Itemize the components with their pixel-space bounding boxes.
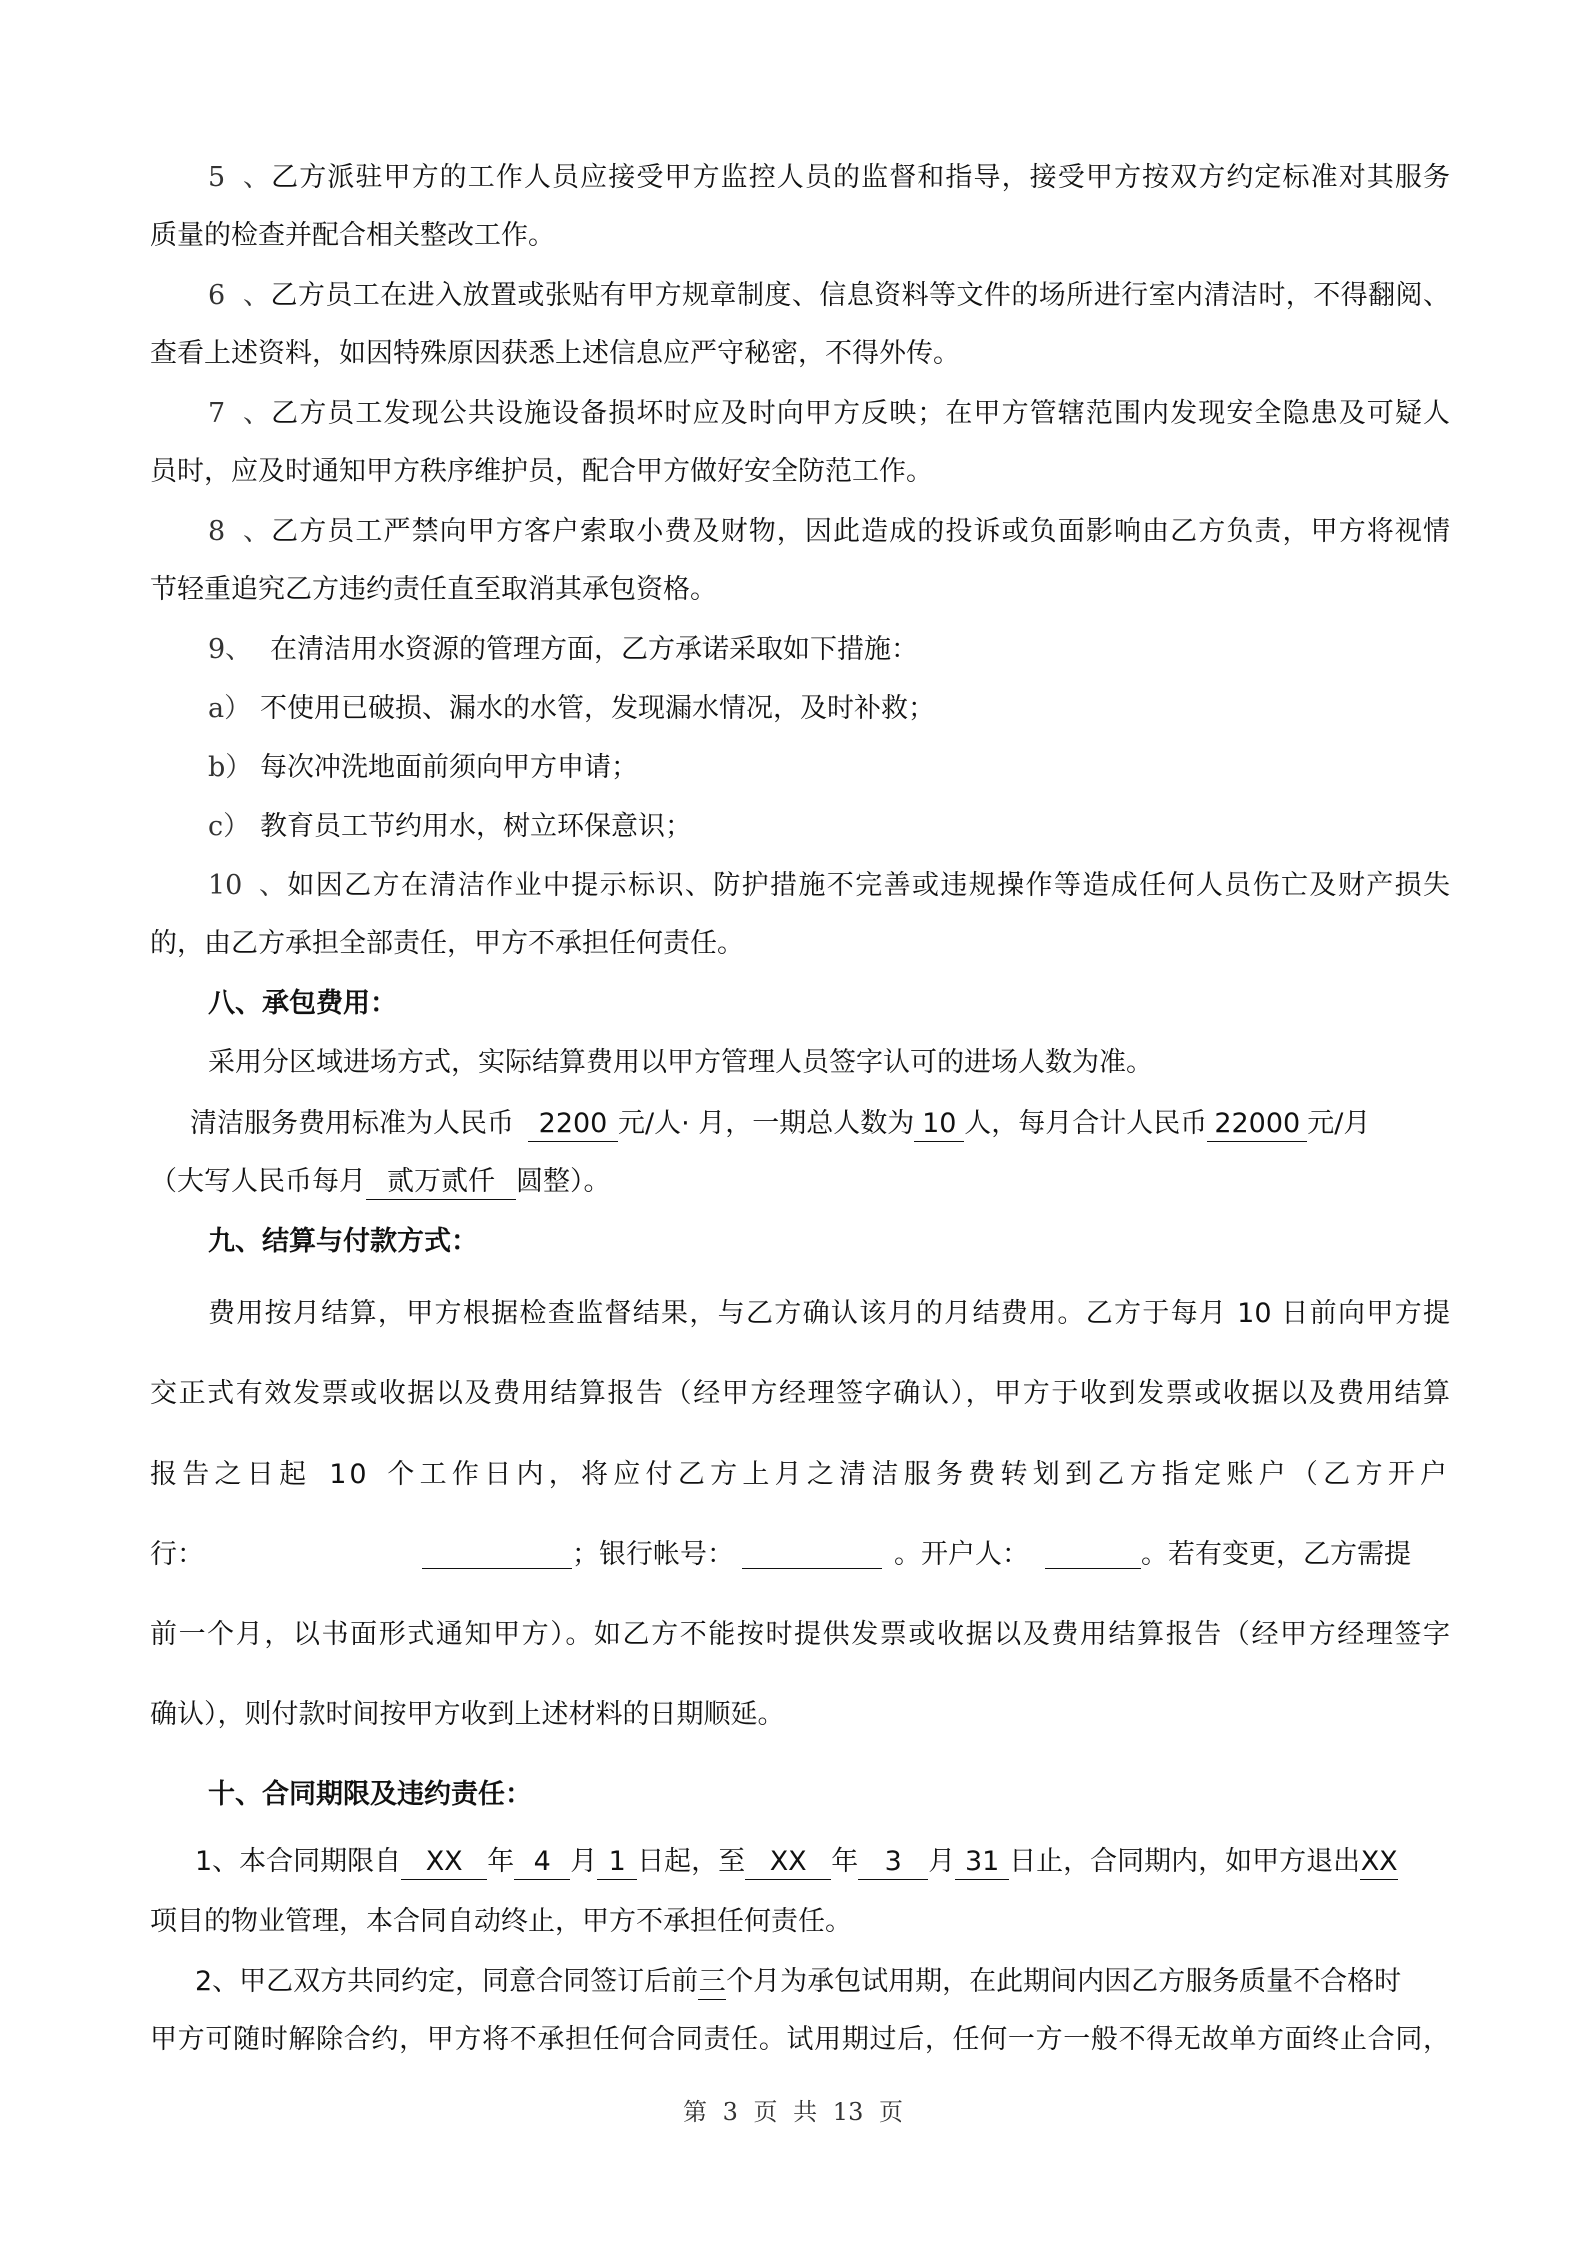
item-6-line-2: 查看上述资料，如因特殊原因获悉上述信息应严守秘密，不得外传。	[150, 338, 960, 369]
section-9-line-6: 确认），则付款时间按甲方收到上述材料的日期顺延。	[150, 1699, 785, 1730]
item-5-line-2: 质量的检查并配合相关整改工作。	[150, 220, 555, 251]
subitem-b-label: b）	[208, 752, 253, 783]
subitem-b	[208, 748, 1450, 788]
section-9-heading: 九、结算与付款方式：	[208, 1226, 478, 1257]
fee-unit: 元/人· 月，一期总人数为	[618, 1108, 915, 1139]
subitem-a	[208, 689, 1450, 729]
end-year-unit: 年	[831, 1846, 859, 1877]
headcount-value: 10	[914, 1107, 964, 1142]
subitem-c-label: c）	[208, 811, 251, 842]
start-day: 1	[597, 1845, 637, 1880]
subitem-a-text: 不使用已破损、漏水的水管，发现漏水情况，及时补救；	[260, 693, 935, 724]
section-10-trial-line	[195, 1962, 1450, 2002]
total-label: 人，每月合计人民币	[964, 1108, 1208, 1139]
item-5-number: 5、	[208, 162, 270, 193]
start-year: XX	[401, 1845, 487, 1880]
account-number-blank	[742, 1536, 882, 1569]
project-name: XX	[1360, 1845, 1398, 1880]
item-6-line-1	[208, 276, 1450, 316]
trial-months: 三	[698, 1965, 726, 2000]
item-9-number: 9、	[208, 634, 253, 665]
end-month: 3	[858, 1845, 928, 1880]
section-10-term-line	[195, 1842, 1450, 1882]
section-8-paragraph-1: 采用分区域进场方式，实际结算费用以甲方管理人员签字认可的进场人数为准。	[208, 1047, 1153, 1078]
item-8-line-1	[208, 512, 1450, 552]
item-7-number: 7、	[208, 398, 270, 429]
item-6-number: 6、	[208, 280, 270, 311]
item-5-line-1	[208, 158, 1450, 198]
fee-value: 2200	[528, 1107, 618, 1142]
term-label: 1、本合同期限自	[195, 1846, 402, 1877]
monthly-total-value: 22000	[1207, 1107, 1307, 1142]
uppercase-suffix: 圆整）。	[516, 1166, 611, 1197]
start-month: 4	[514, 1845, 570, 1880]
start-year-unit: 年	[487, 1846, 515, 1877]
account-holder-blank	[1045, 1536, 1141, 1569]
uppercase-label: （大写人民币每月	[150, 1166, 366, 1197]
subitem-b-text: 每次冲洗地面前须向甲方申请；	[260, 752, 638, 783]
change-notice-text: 。若有变更，乙方需提	[1141, 1539, 1411, 1570]
section-8-heading: 八、承包费用：	[208, 988, 397, 1019]
item-6-text: 乙方员工在进入放置或张贴有甲方规章制度、信息资料等文件的场所进行室内清洁时，不得翻阅、	[270, 280, 1450, 311]
start-day-unit: 日起，至	[637, 1846, 746, 1877]
trial-text: 个月为承包试用期，在此期间内因乙方服务质量不合格时	[726, 1966, 1402, 1997]
uppercase-total-value: 贰万贰仟	[366, 1165, 516, 1200]
item-10-number: 10、	[208, 870, 286, 901]
trial-label: 2、甲乙双方共同约定，同意合同签订后前	[195, 1966, 699, 1997]
section-10-term-line-2: 项目的物业管理，本合同自动终止，甲方不承担任何责任。	[150, 1906, 852, 1937]
end-day: 31	[955, 1845, 1009, 1880]
end-year: XX	[745, 1845, 831, 1880]
section-9-line-1: 费用按月结算，甲方根据检查监督结果，与乙方确认该月的月结费用。乙方于每月 10 日前向甲方提	[208, 1298, 1450, 1329]
end-month-unit: 月	[928, 1846, 956, 1877]
fee-label: 清洁服务费用标准为人民币	[190, 1108, 514, 1139]
start-month-unit: 月	[570, 1846, 598, 1877]
section-9-line-4	[150, 1535, 1450, 1575]
item-9-text: 在清洁用水资源的管理方面，乙方承诺采取如下措施：	[270, 634, 918, 665]
item-7-line-1	[208, 394, 1450, 434]
item-7-line-2: 员时，应及时通知甲方秩序维护员，配合甲方做好安全防范工作。	[150, 456, 933, 487]
item-8-text: 乙方员工严禁向甲方客户索取小费及财物，因此造成的投诉或负面影响由乙方负责，甲方将视情	[270, 516, 1450, 547]
total-unit: 元/月	[1307, 1108, 1371, 1139]
section-8-fee-line	[190, 1104, 1450, 1144]
page-number-footer: 第 3 页 共 13 页	[683, 2098, 903, 2126]
section-9-line-3: 报告之日起 10 个工作日内，将应付乙方上月之清洁服务费转划到乙方指定账户（乙方开户	[150, 1459, 1450, 1490]
exit-clause-text: 日止，合同期内，如甲方退出	[1009, 1846, 1361, 1877]
item-10-line-1	[208, 866, 1450, 906]
section-9-line-5: 前一个月，以书面形式通知甲方）。如乙方不能按时提供发票或收据以及费用结算报告（经甲方经理签字	[150, 1619, 1450, 1650]
item-10-text: 如因乙方在清洁作业中提示标识、防护措施不完善或违规操作等造成任何人员伤亡及财产损失	[286, 870, 1450, 901]
item-9-line	[208, 630, 1450, 670]
section-10-heading: 十、合同期限及违约责任：	[208, 1779, 532, 1810]
item-10-line-2: 的，由乙方承担全部责任，甲方不承担任何责任。	[150, 928, 744, 959]
item-8-line-2: 节轻重追究乙方违约责任直至取消其承包资格。	[150, 574, 717, 605]
subitem-a-label: a）	[208, 693, 252, 724]
bank-name-blank	[422, 1536, 572, 1569]
account-label: ；银行帐号：	[572, 1539, 734, 1570]
bank-label: 行：	[150, 1539, 204, 1570]
holder-label: 。开户人：	[894, 1539, 1029, 1570]
section-10-trial-line-2: 甲方可随时解除合约，甲方将不承担任何合同责任。试用期过后，任何一方一般不得无故单方面终止合同，	[150, 2024, 1450, 2055]
item-8-number: 8、	[208, 516, 270, 547]
subitem-c-text: 教育员工节约用水，树立环保意识；	[260, 811, 692, 842]
section-8-uppercase-line	[150, 1162, 1450, 1202]
item-5-text: 乙方派驻甲方的工作人员应接受甲方监控人员的监督和指导，接受甲方按双方约定标准对其服务	[270, 162, 1450, 193]
section-9-line-2: 交正式有效发票或收据以及费用结算报告（经甲方经理签字确认），甲方于收到发票或收据以及费用结算	[150, 1378, 1450, 1409]
item-7-text: 乙方员工发现公共设施设备损坏时应及时向甲方反映；在甲方管辖范围内发现安全隐患及可疑人	[270, 398, 1450, 429]
subitem-c	[208, 807, 1450, 847]
